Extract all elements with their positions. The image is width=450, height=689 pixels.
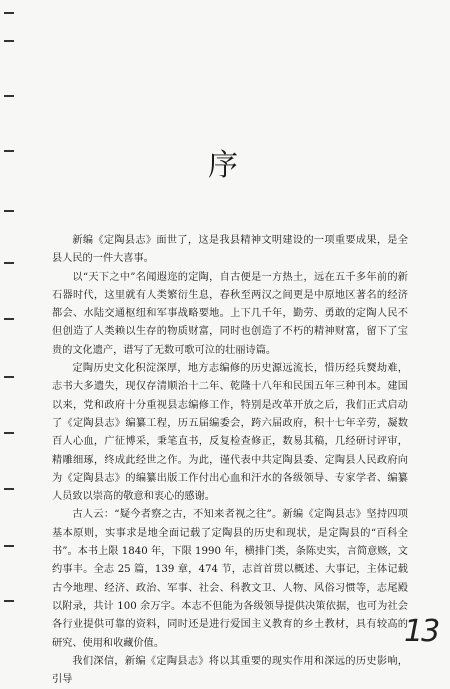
- paragraph: 以“天下之中”名闻遐迩的定陶，自古便是一方热土，远在五千多年前的新石器时代，这里就有人类繁衍生息，春秋至两汉之间更是中原地区著名的经济都会、水陆交通枢纽和军事战略要地。上下几千年，勤劳、勇敢的定陶人民不但创造了人类赖以生存的物质财富，同时也创造了不朽的精神财富，留下了宝贵的文化遗产，谱写了无数可歌可泣的壮丽诗篇。: [52, 271, 408, 356]
- page-title: 序: [208, 148, 242, 183]
- paragraph: 定陶历史文化积淀深厚，地方志编修的历史源远流长，惜历经兵燹劫难，志书大多遗失，现仅存清顺治十二年、乾隆十八年和民国五年三种刊本。建国以来，党和政府十分重视县志编修工作，特别是改革开放之后，我们正式启动了《定陶县志》编纂工程，历五届编委会，跨六届政府，积十七年辛劳，凝数百人心血，广征博采，秉笔直书，反复检查修正，数易其稿，几经研讨评审，精雕细琢，终成此经世之作。为此，谨代表中共定陶县委、定陶县人民政府向为《定陶县志》的编纂出版工作付出心血和汗水的各级领导、专家学者、编纂人员致以崇高的敬意和衷心的感谢。: [52, 363, 408, 503]
- paragraph: 新编《定陶县志》面世了，这是我县精神文明建设的一项重要成果，是全县人民的一件大喜事。: [52, 235, 408, 265]
- page-number: 13: [404, 614, 439, 649]
- paragraph: 古人云：“疑今者察之古，不知来者视之往”。新编《定陶县志》坚持四项基本原则，实事求是地全面记载了定陶县的历史和现状，是定陶县的“百科全书”。本书上限 1840 年，下限 1990 年，横排门类，条陈史实，言简意赅，文约事丰。全志 25 篇，139 章，474 节，志首首贯以概述、大事记，主体记载古今地理、经济、政治、军事、社会、科教文卫、人物、风俗习惯等，志尾殿以附录，共计 100 余万字。本志不但能为各级领导提供决策依据，也可为社会各行业提供可靠的资料，同时还是进行爱国主义教育的乡土教材，具有较高的研究、使用和收藏价值。: [52, 509, 408, 649]
- binding-marks: [4, 0, 18, 657]
- preface-body: [52, 232, 408, 689]
- paragraph: 我们深信，新编《定陶县志》将以其重要的现实作用和深远的历史影响，引导: [52, 655, 408, 686]
